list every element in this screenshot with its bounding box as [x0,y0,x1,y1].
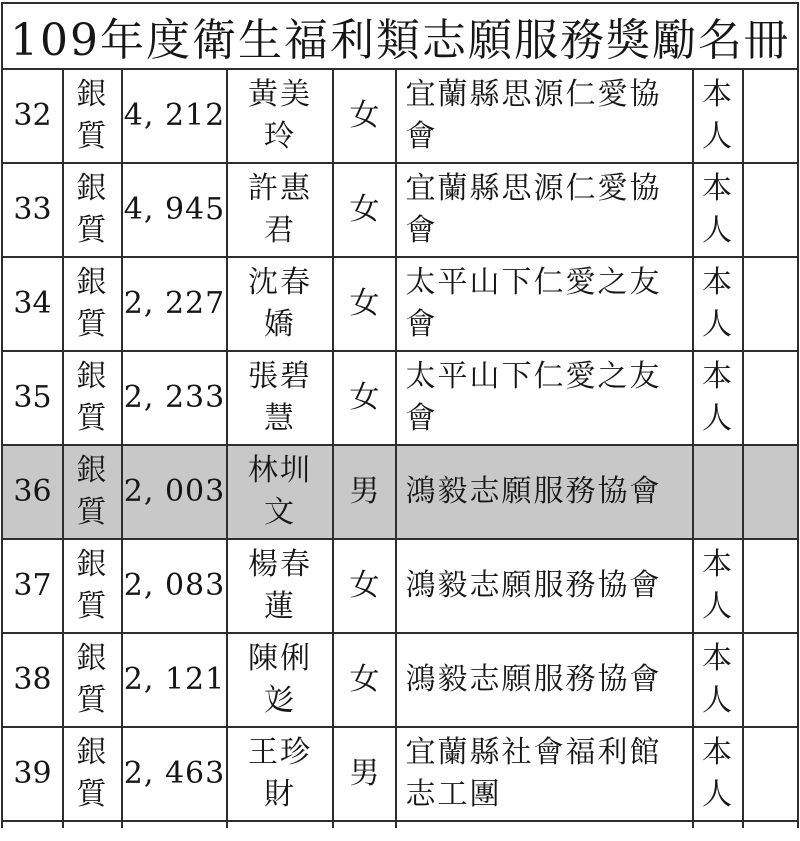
gender-label: 女 [349,98,380,133]
medal-label: 銀質 [76,735,109,812]
claimant-label: 本人 [702,641,734,718]
claimant-label: 本人 [702,547,734,624]
medal-cell[interactable] [63,69,122,163]
organization-name: 太平山下仁愛之友會 [405,359,662,436]
name-cell[interactable] [227,69,333,163]
roster-table [1,2,799,828]
gender-cell[interactable] [333,539,396,633]
name-cell[interactable] [227,727,333,821]
person-name: 許惠君 [248,171,312,248]
note-cell[interactable] [743,445,798,539]
gender-cell[interactable] [333,69,396,163]
organization-cell[interactable] [396,257,693,351]
note-cell[interactable] [743,163,798,257]
claimant-cell[interactable] [693,69,743,163]
row-number: 39 [13,756,52,791]
organization-cell[interactable] [396,633,693,727]
hours-value: 2, 233 [123,380,226,415]
hours-value: 2, 083 [123,568,226,603]
hours-cell[interactable] [122,727,227,821]
medal-label: 銀質 [76,547,109,624]
hours-value: 2, 227 [123,286,226,321]
note-cell[interactable] [743,351,798,445]
page-title: 109年度衛生福利類志願服務獎勵名冊 [2,3,798,69]
claimant-label: 本人 [702,359,734,436]
hours-value: 2, 121 [123,662,226,697]
claimant-cell[interactable] [693,257,743,351]
note-cell[interactable] [743,69,798,163]
hours-cell[interactable] [122,539,227,633]
person-name: 楊春蓮 [248,547,312,624]
gender-label: 女 [349,662,380,697]
medal-label: 銀質 [76,171,109,248]
table-row[interactable] [2,163,798,257]
hours-value: 4, 945 [123,192,226,227]
cutoff-next-row [2,821,798,828]
name-cell[interactable] [227,539,333,633]
medal-cell[interactable] [63,539,122,633]
row-number-cell[interactable] [2,69,63,163]
name-cell[interactable] [227,257,333,351]
medal-label: 銀質 [76,641,109,718]
table-row[interactable] [2,727,798,821]
medal-label: 銀質 [76,77,109,154]
name-cell[interactable] [227,445,333,539]
row-number-cell[interactable] [2,633,63,727]
hours-cell[interactable] [122,69,227,163]
gender-cell[interactable] [333,163,396,257]
row-number-cell[interactable] [2,727,63,821]
medal-cell[interactable] [63,633,122,727]
row-number: 38 [13,662,52,697]
title-row [2,3,798,69]
row-number-cell[interactable] [2,351,63,445]
row-number-cell[interactable] [2,163,63,257]
roster-sheet [1,2,799,828]
row-number: 33 [13,192,52,227]
medal-cell[interactable] [63,445,122,539]
table-row[interactable] [2,257,798,351]
table-row[interactable] [2,633,798,727]
gender-cell[interactable] [333,351,396,445]
gender-cell[interactable] [333,257,396,351]
gender-label: 男 [349,474,380,509]
row-number-cell[interactable] [2,539,63,633]
person-name: 陳俐彣 [248,641,312,718]
person-name: 王珍財 [248,735,312,812]
medal-cell[interactable] [63,257,122,351]
person-name: 黃美玲 [248,77,312,154]
gender-cell[interactable] [333,727,396,821]
gender-label: 女 [349,380,380,415]
organization-name: 鴻毅志願服務協會 [405,568,662,603]
claimant-cell[interactable] [693,445,743,539]
organization-cell[interactable] [396,445,693,539]
row-number: 34 [13,286,52,321]
gender-label: 女 [349,568,380,603]
hours-cell[interactable] [122,351,227,445]
hours-cell[interactable] [122,163,227,257]
organization-cell[interactable] [396,351,693,445]
table-row[interactable] [2,539,798,633]
name-cell[interactable] [227,351,333,445]
person-name: 林圳文 [248,453,312,530]
organization-name: 宜蘭縣社會福利館志工團 [405,735,662,812]
person-name: 沈春嬌 [248,265,312,342]
hours-cell[interactable] [122,633,227,727]
gender-label: 女 [349,192,380,227]
claimant-label: 本人 [702,171,734,248]
note-cell[interactable] [743,727,798,821]
claimant-cell[interactable] [693,727,743,821]
claimant-label: 本人 [702,77,734,154]
organization-name: 鴻毅志願服務協會 [405,474,662,509]
gender-label: 男 [349,756,380,791]
row-number-cell[interactable] [2,445,63,539]
organization-name: 宜蘭縣思源仁愛協會 [405,77,662,154]
medal-label: 銀質 [76,453,109,530]
organization-name: 太平山下仁愛之友會 [405,265,662,342]
medal-cell[interactable] [63,163,122,257]
organization-cell[interactable] [396,69,693,163]
claimant-cell[interactable] [693,351,743,445]
claimant-cell[interactable] [693,539,743,633]
medal-cell[interactable] [63,351,122,445]
claimant-cell[interactable] [693,633,743,727]
row-number: 37 [13,568,52,603]
organization-name: 宜蘭縣思源仁愛協會 [405,171,662,248]
hours-cell[interactable] [122,257,227,351]
medal-label: 銀質 [76,265,109,342]
claimant-cell[interactable] [693,163,743,257]
table-row[interactable] [2,351,798,445]
person-name: 張碧慧 [248,359,312,436]
medal-cell[interactable] [63,727,122,821]
note-cell[interactable] [743,633,798,727]
claimant-label: 本人 [702,265,734,342]
table-row[interactable] [2,69,798,163]
name-cell[interactable] [227,633,333,727]
row-number: 36 [13,474,52,509]
name-cell[interactable] [227,163,333,257]
hours-cell[interactable] [122,445,227,539]
claimant-label: 本人 [702,735,734,812]
note-cell[interactable] [743,257,798,351]
gender-label: 女 [349,286,380,321]
organization-cell[interactable] [396,727,693,821]
hours-value: 4, 212 [123,98,226,133]
note-cell[interactable] [743,539,798,633]
hours-value: 2, 003 [123,474,226,509]
organization-name: 鴻毅志願服務協會 [405,662,662,697]
gender-cell[interactable] [333,633,396,727]
row-number: 32 [13,98,52,133]
organization-cell[interactable] [396,163,693,257]
row-number: 35 [13,380,52,415]
medal-label: 銀質 [76,359,109,436]
gender-cell[interactable] [333,445,396,539]
organization-cell[interactable] [396,539,693,633]
table-row[interactable] [2,445,798,539]
hours-value: 2, 463 [123,756,226,791]
row-number-cell[interactable] [2,257,63,351]
